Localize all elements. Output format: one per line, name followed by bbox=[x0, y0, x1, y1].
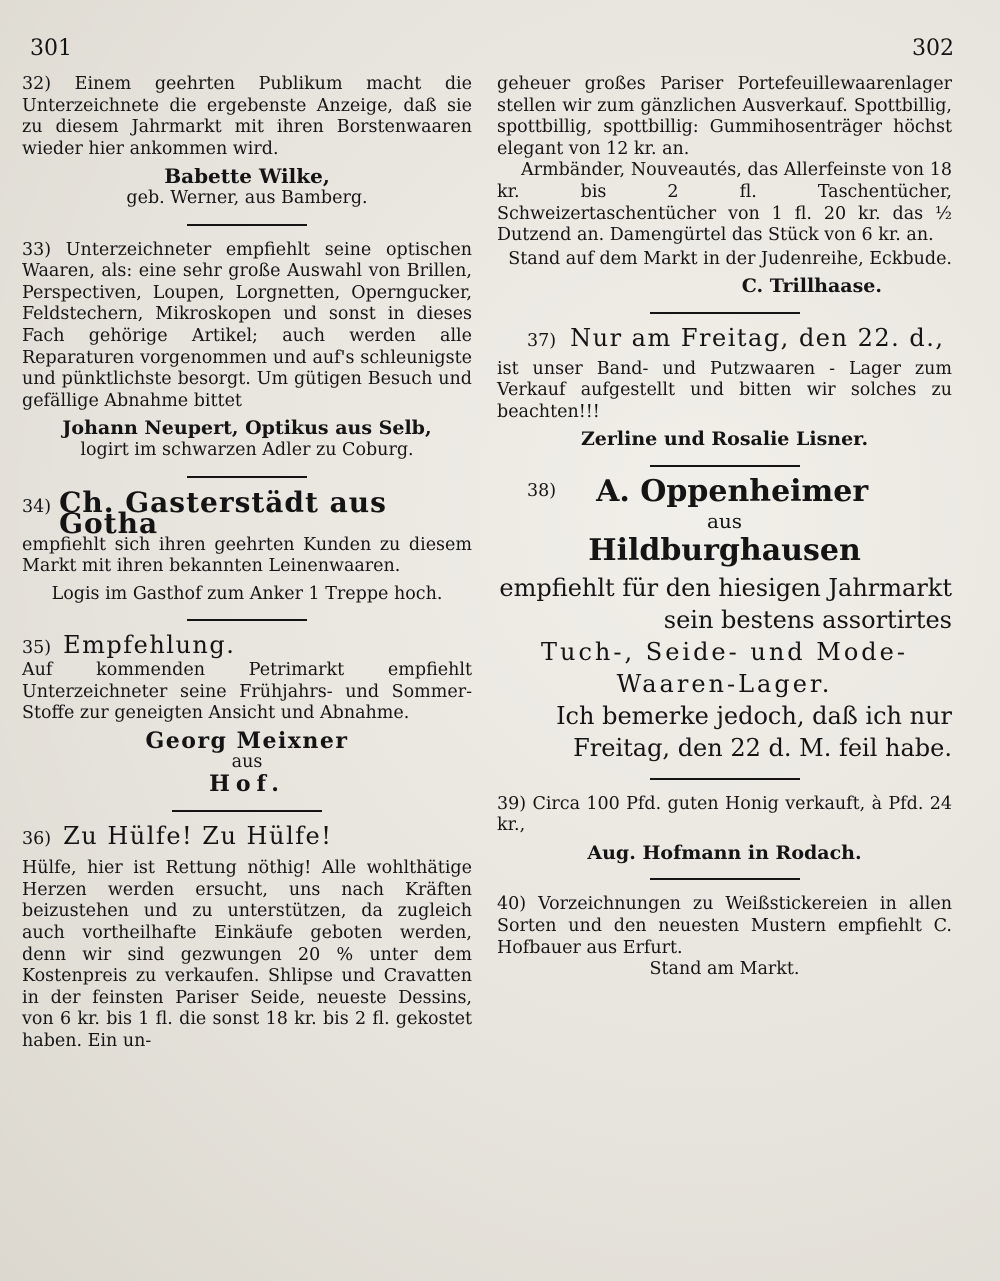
ad-36-number: 36) bbox=[22, 828, 52, 849]
ad-35-header bbox=[22, 631, 472, 660]
ad-38-place: Hildburghausen bbox=[588, 533, 861, 569]
ad-36-signature: C. Trillhaase. bbox=[741, 275, 882, 298]
ad-33 bbox=[22, 240, 472, 462]
ad-38-number: 38) bbox=[527, 480, 557, 501]
ad-34-logis: Logis im Gasthof zum Anker 1 Treppe hoch. bbox=[51, 583, 443, 604]
ad-34-number: 34) bbox=[22, 496, 52, 517]
divider bbox=[650, 465, 800, 467]
ad-35-title: Empfehlung. bbox=[63, 631, 236, 660]
ad-37-title: Nur am Freitag, den 22. d., bbox=[570, 323, 945, 352]
ad-38-aus: aus bbox=[706, 508, 743, 533]
divider bbox=[187, 476, 307, 478]
ad-36-continued-text-1: geheuer großes Pariser Portefeuillewaarenlager stellen wir zum gänzlichen Ausverkauf. Spottbillig, spottbillig, spottbillig: Gummihosenträger höchst elegant von 12 kr. an. bbox=[497, 74, 952, 159]
divider bbox=[187, 619, 307, 621]
ad-39 bbox=[497, 794, 952, 865]
left-column bbox=[22, 74, 472, 1053]
ad-36 bbox=[22, 821, 472, 1053]
ad-38-line-4: Ich bemerke jedoch, daß ich nur bbox=[556, 701, 952, 730]
ad-37-number: 37) bbox=[527, 330, 557, 351]
ad-34-header bbox=[22, 485, 472, 541]
ad-36-continued-text-2: Armbänder, Nouveautés, das Allerfeinste von 18 kr. bis 2 fl. Taschentücher, Schweizertaschentücher von 1 fl. 20 kr. das ½ Dutzend an. Damengürtel das Stück von 6 kr. an. bbox=[497, 160, 952, 246]
divider bbox=[187, 224, 307, 226]
right-column bbox=[497, 74, 952, 981]
ad-38-name: A. Oppenheimer bbox=[596, 473, 869, 509]
ad-38-header bbox=[497, 473, 952, 509]
ad-35-aus: aus bbox=[231, 752, 263, 773]
ad-33-signature: Johann Neupert, Optikus aus Selb, bbox=[62, 417, 432, 440]
ad-38-line-5: Freitag, den 22 d. M. feil habe. bbox=[573, 733, 952, 762]
ad-38-text: empfiehlt für den hiesigen Jahrmarkt sein bestens assortirtes bbox=[499, 573, 952, 634]
ad-37-header bbox=[497, 323, 952, 353]
ad-35-number: 35) bbox=[22, 638, 52, 659]
ad-32 bbox=[22, 74, 472, 210]
ad-34-name: Ch. Gasterstädt aus Gotha bbox=[59, 485, 387, 541]
ad-39-text: 39) Circa 100 Pfd. guten Honig verkauft, à Pfd. 24 kr., bbox=[497, 793, 952, 836]
page-number-left: 301 bbox=[30, 36, 72, 61]
ad-36-stand: Stand auf dem Markt in der Judenreihe, Eckbude. bbox=[508, 248, 952, 269]
ad-38-line-2: Tuch-, Seide- und Mode- bbox=[541, 637, 908, 666]
ad-39-signature: Aug. Hofmann in Rodach. bbox=[587, 841, 862, 864]
ad-35 bbox=[22, 631, 472, 798]
divider bbox=[650, 312, 800, 314]
divider bbox=[172, 810, 322, 812]
ad-34 bbox=[22, 485, 472, 606]
ad-36-title: Zu Hülfe! Zu Hülfe! bbox=[63, 821, 333, 850]
divider bbox=[650, 878, 800, 880]
ad-37 bbox=[497, 323, 952, 451]
ad-37-text: ist unser Band- und Putzwaaren - Lager zum Verkauf aufgestellt und bitten wir solches zu beachten!!! bbox=[497, 358, 952, 422]
ad-36-continued bbox=[497, 74, 952, 298]
ad-40-stand: Stand am Markt. bbox=[649, 959, 800, 980]
ad-37-signature: Zerline und Rosalie Lisner. bbox=[580, 428, 869, 451]
ad-40 bbox=[497, 894, 952, 980]
ad-36-text: Hülfe, hier ist Rettung nöthig! Alle wohlthätige Herzen werden ersucht, uns nach Kräften beizustehen und zu unterstützen, da zugleich auch vortheilhafte Einkäufe geboten werden, denn wir sind gezwungen 20 % unter dem Kostenpreis zu verkaufen. Shlipse und Cravatten in der feinsten Pariser Seide, neueste Dessins, von 6 kr. bis 1 fl. die sonst 18 kr. bis 2 fl. gekostet haben. Ein un- bbox=[22, 858, 472, 1051]
ad-34-text: empfiehlt sich ihren geehrten Kunden zu diesem Markt mit ihren bekannten Leinenwaaren. bbox=[22, 534, 472, 577]
divider bbox=[650, 778, 800, 780]
ad-32-signature: Babette Wilke, bbox=[164, 164, 330, 189]
ad-38-line-3: Waaren-Lager. bbox=[616, 669, 833, 698]
ad-32-text: 32) Einem geehrten Publikum macht die Unterzeichnete die ergebenste Anzeige, daß sie zu diesem Jahrmarkt mit ihren Borstenwaaren wieder hier ankommen wird. bbox=[22, 74, 472, 159]
ad-40-text: 40) Vorzeichnungen zu Weißstickereien in allen Sorten und den neuesten Mustern empfiehlt C. Hofbauer aus Erfurt. bbox=[497, 894, 952, 958]
ad-35-signature: Georg Meixner bbox=[145, 727, 349, 754]
page-number-right: 302 bbox=[912, 36, 954, 61]
ad-35-text: Auf kommenden Petrimarkt empfiehlt Unterzeichneter seine Frühjahrs- und Sommer-Stoffe zur geneigten Ansicht und Abnahme. bbox=[22, 660, 472, 724]
ad-32-signature-sub: geb. Werner, aus Bamberg. bbox=[126, 187, 368, 208]
ad-38 bbox=[497, 473, 952, 764]
ad-35-place: Hof. bbox=[209, 771, 285, 798]
ad-33-text: 33) Unterzeichneter empfiehlt seine optischen Waaren, als: eine sehr große Auswahl von Brillen, Perspectiven, Loupen, Lorgnetten, Operngucker, Feldstechern, Mikroskopen und sonst in dieses Fach gehörige Artikel; auch werden alle Reparaturen vorgenommen und auf's schleunigste und pünktlichste besorgt. Um gütigen Besuch und gefällige Abnahme bittet bbox=[22, 239, 472, 411]
ad-33-signature-sub: logirt im schwarzen Adler zu Coburg. bbox=[80, 439, 414, 460]
ad-36-header bbox=[22, 821, 472, 851]
